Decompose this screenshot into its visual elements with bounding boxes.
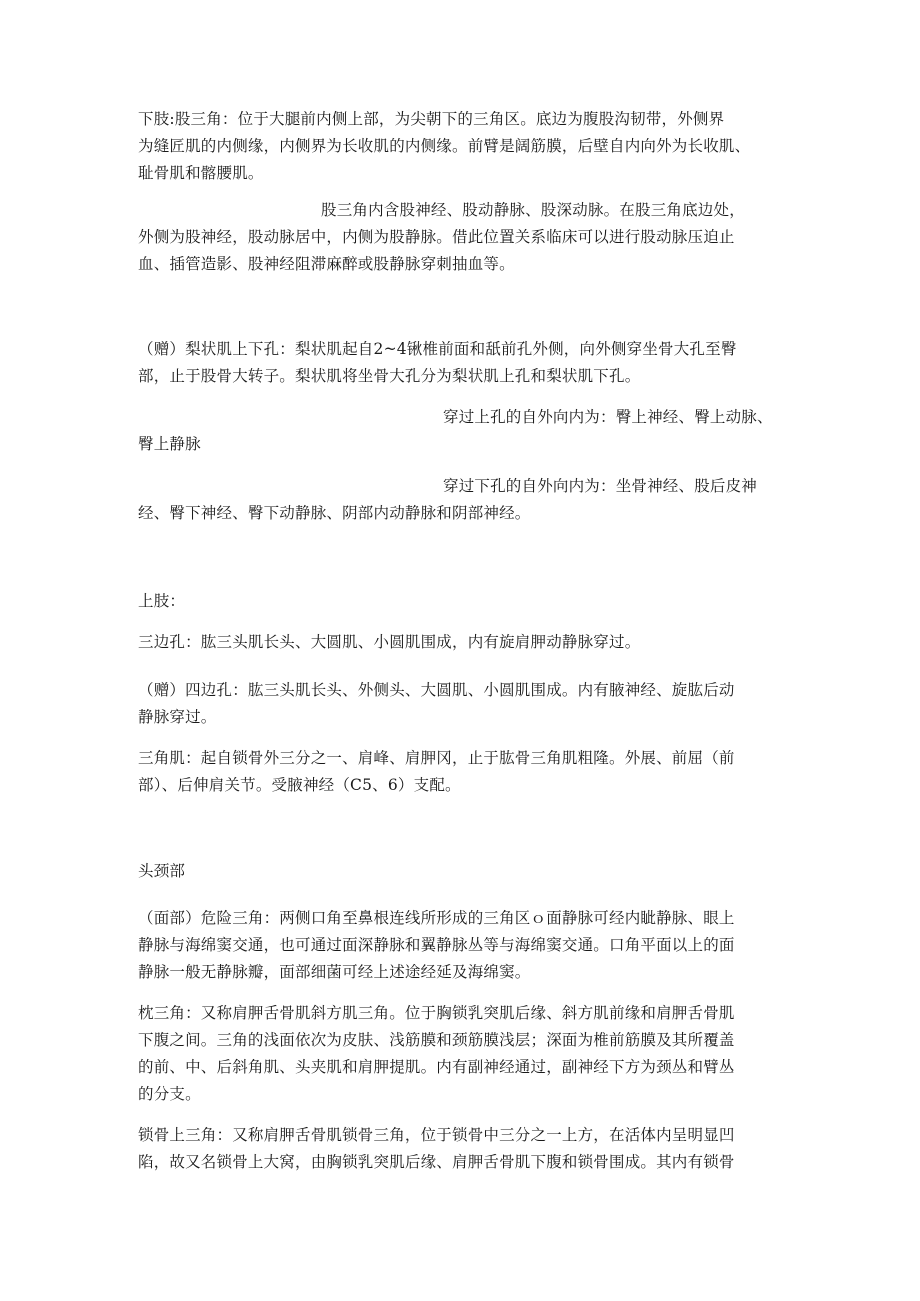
text-line: 为缝匠肌的内侧缘，内侧界为长收肌的内侧缘。前臂是阔筋膜，后壁自内向外为长收肌、 [138,137,751,155]
paragraph-danger-triangle [138,905,786,986]
text-line: 穿过上孔的自外向内为：臀上神经、臀上动脉、 [443,408,773,426]
text-line: （赠）四边孔：肱三头肌长头、外侧头、大圆肌、小圆肌围成。内有腋神经、旋肱后动 [138,681,735,699]
section-heading-upper-limb [138,588,786,615]
paragraph-deltoid [138,745,786,799]
text-line: 血、插管造影、股神经阻滞麻醉或股静脉穿刺抽血等。 [138,255,515,273]
paragraph-lower-foramen [138,473,786,527]
text-line: 下肢:股三角：位于大腿前内侧上部，为尖朝下的三角区。底边为腹股沟韧带，外侧界 [138,110,725,128]
text-line: 的前、中、后斜角肌、头夹肌和肩胛提肌。内有副神经通过，副神经下方为颈丛和臂丛 [138,1058,735,1076]
paragraph-upper-foramen [138,404,786,458]
text-line: 股三角内含股神经、股动静脉、股深动脉。在股三角底边处， [321,201,745,219]
text-line: 下腹之间。三角的浅面依次为皮肤、浅筋膜和颈筋膜浅层；深面为椎前筋膜及其所覆盖 [138,1031,735,1049]
text-line: 经、臀下神经、臀下动静脉、阴部内动静脉和阴部神经。 [138,504,531,522]
text-line: 臀上静脉 [138,435,201,453]
text-line: 枕三角：又称肩胛舌骨肌斜方肌三角。位于胸锁乳突肌后缘、斜方肌前缘和肩胛舌骨肌 [138,1004,735,1022]
paragraph-supraclavicular-triangle [138,1122,786,1176]
text-line: 静脉与海绵窦交通，也可通过面深静脉和翼静脉丛等与海绵窦交通。口角平面以上的面 [138,936,735,954]
text-line: 穿过下孔的自外向内为：坐骨神经、股后皮神 [443,477,758,495]
paragraph-triangular-space [138,629,786,656]
text-line: 耻骨肌和髂腰肌。 [138,164,264,182]
text-line: 三角肌：起自锁骨外三分之一、肩峰、肩胛冈，止于肱骨三角肌粗隆。外展、前屈（前 [138,749,735,767]
paragraph-quadrangular-space [138,677,786,731]
section-heading-head-neck [138,858,786,885]
heading-text: 上肢： [138,592,186,610]
text-line: 部）、后伸肩关节。受腋神经（C5、6）支配。 [138,776,461,794]
text-line: （赠）梨状肌上下孔：梨状肌起自2~4锹椎前面和舐前孔外侧，向外侧穿坐骨大孔至臀 [138,340,737,358]
text-line: 静脉穿过。 [138,708,217,726]
heading-text: 头颈部 [138,862,186,880]
text-line: 的分支。 [138,1085,201,1103]
text-line: 锁骨上三角：又称肩胛舌骨肌锁骨三角，位于锁骨中三分之一上方，在活体内呈明显凹 [138,1126,735,1144]
text-line: （面部）危险三角：两侧口角至鼻根连线所形成的三角区ｏ面静脉可经内眦静脉、眼上 [138,909,735,927]
paragraph-piriformis [138,336,786,390]
text-line: 陷，故又名锁骨上大窝，由胸锁乳突肌后缘、肩胛舌骨肌下腹和锁骨围成。其内有锁骨 [138,1153,735,1171]
text-line: 部，止于股骨大转子。梨状肌将坐骨大孔分为梨状肌上孔和梨状肌下孔。 [138,367,641,385]
paragraph-occipital-triangle [138,1000,786,1108]
text-line: 静脉一般无静脉瓣，面部细菌可经上述途经延及海绵窦。 [138,963,531,981]
text-line: 三边孔：肱三头肌长头、大圆肌、小圆肌围成，内有旋肩胛动静脉穿过。 [138,633,641,651]
paragraph-femoral-contents [138,197,786,278]
paragraph-femoral-triangle [138,106,786,187]
text-line: 外侧为股神经，股动脉居中，内侧为股静脉。借此位置关系临床可以进行股动脉压迫止 [138,228,735,246]
